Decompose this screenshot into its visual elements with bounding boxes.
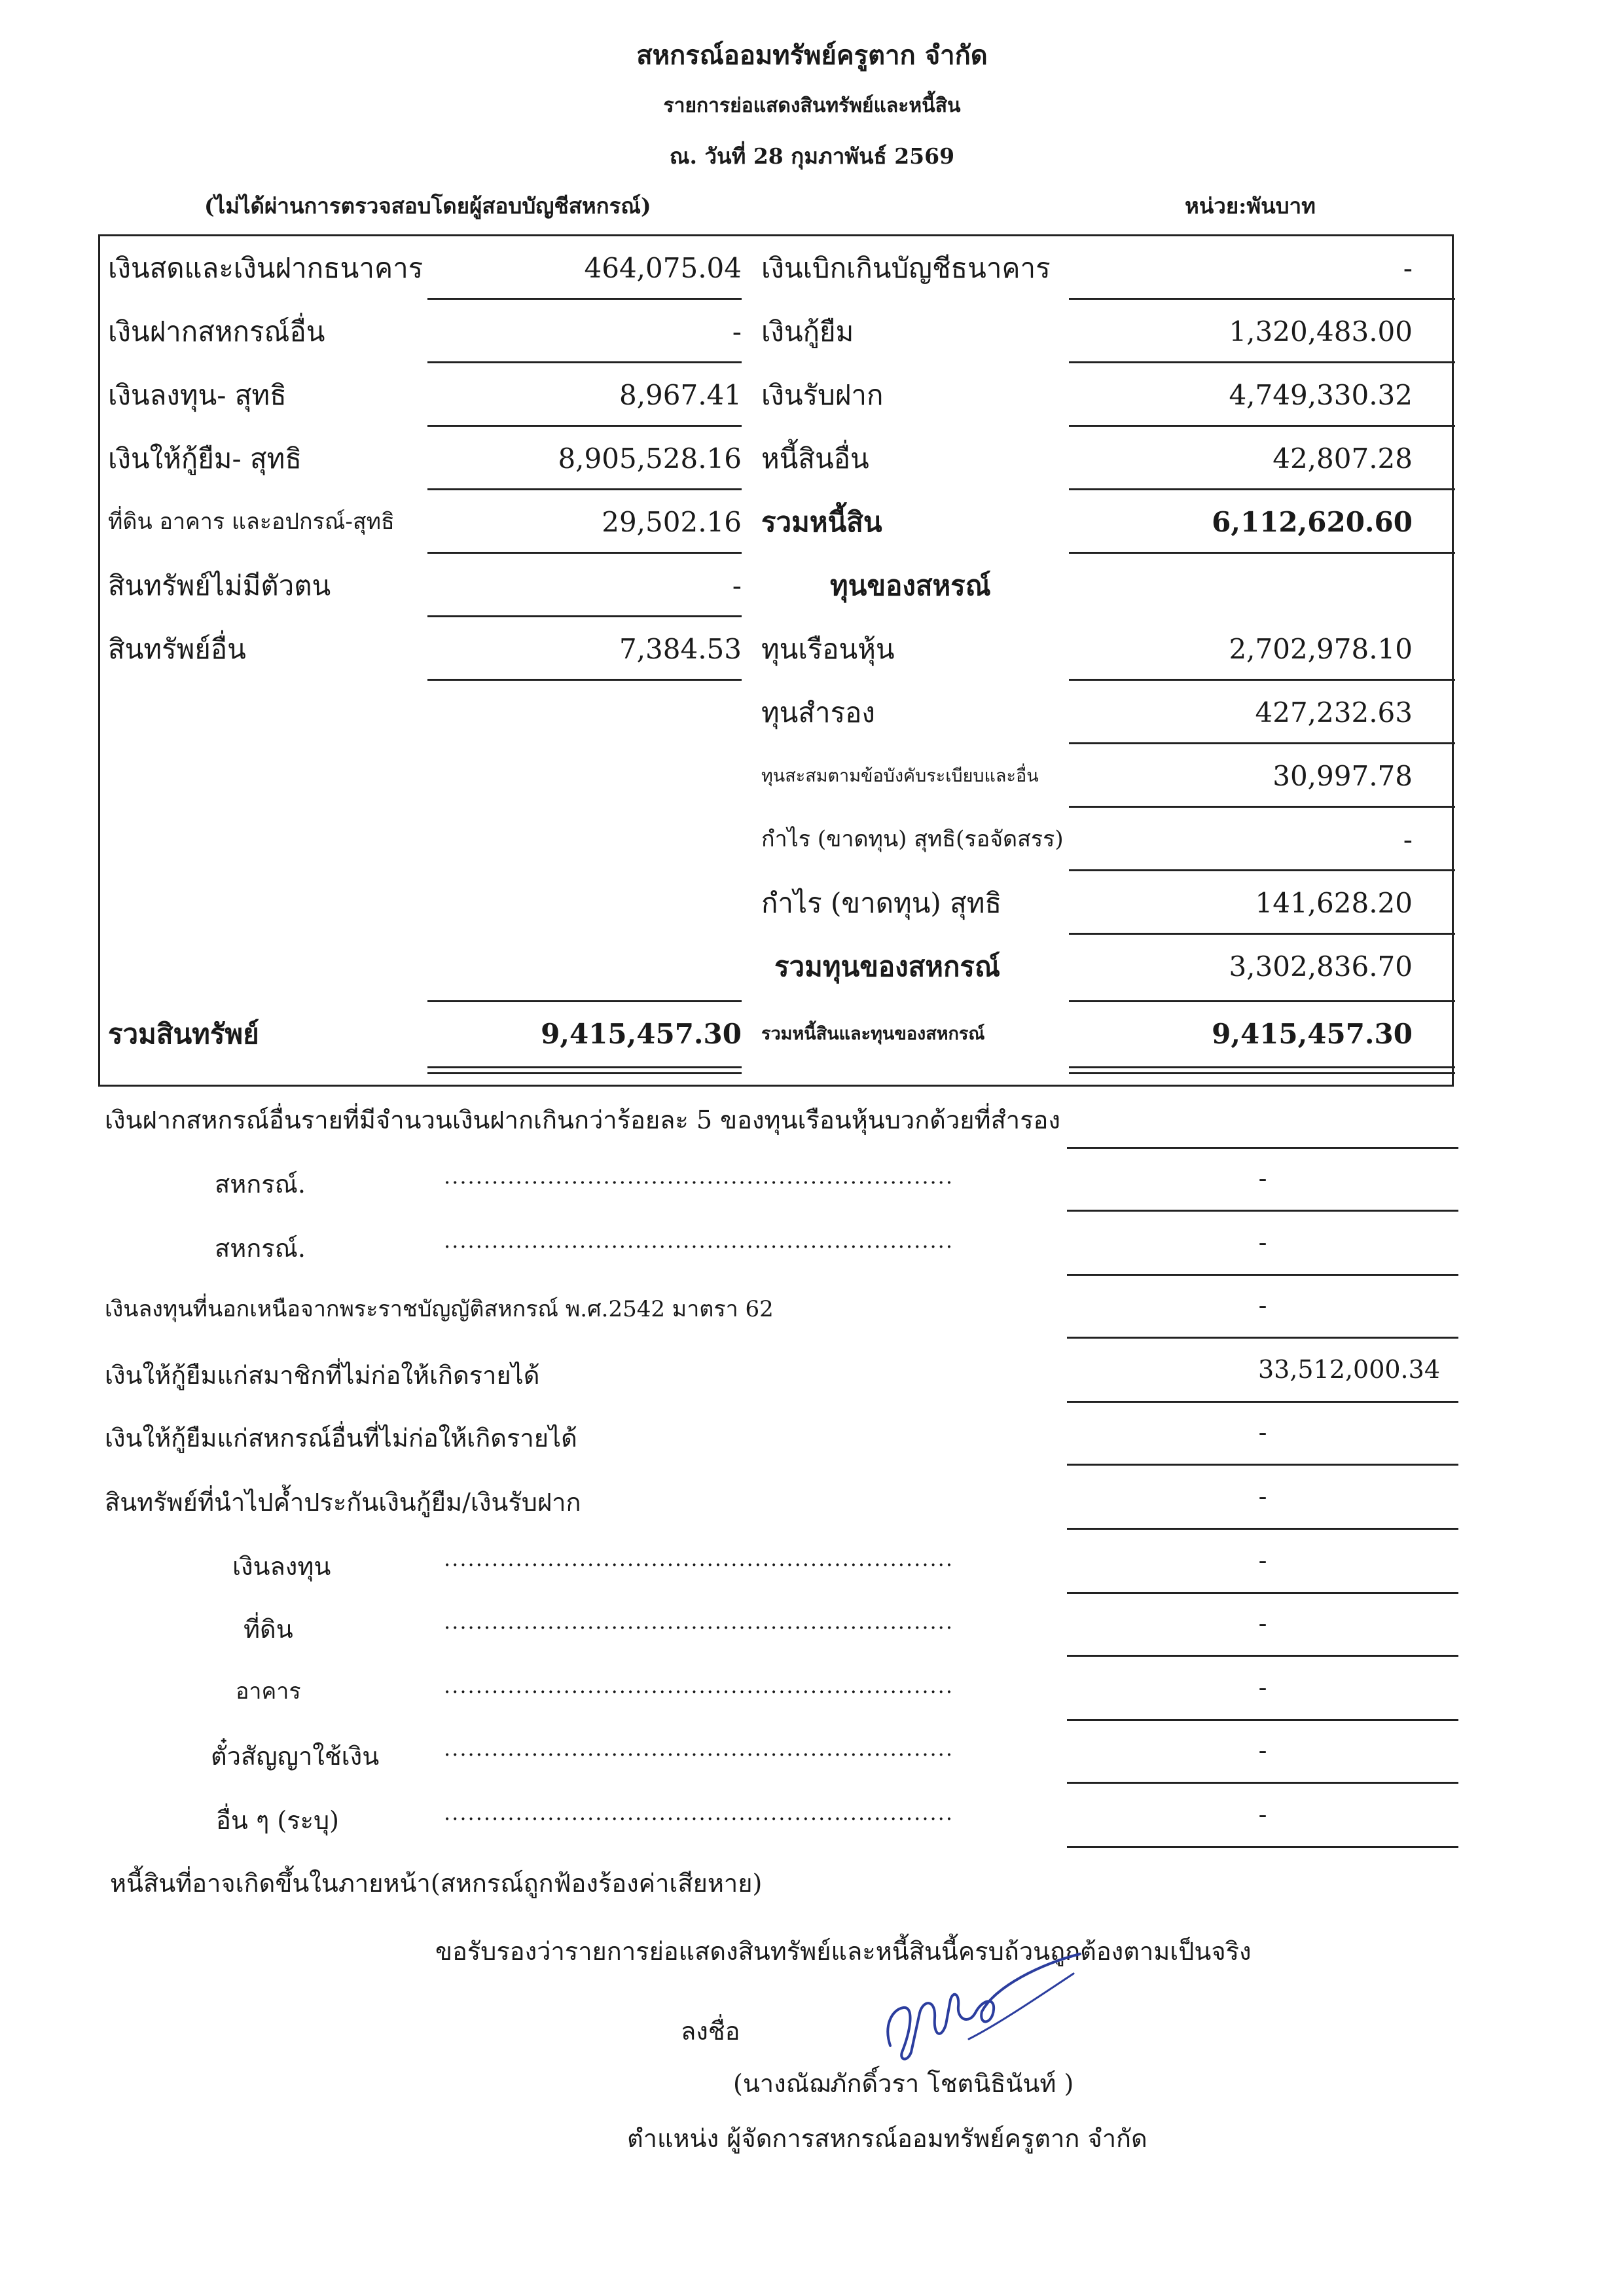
table-row <box>100 554 1452 617</box>
equity-value: 2,702,978.10 <box>1229 633 1413 665</box>
signature <box>864 1947 1087 2074</box>
equity-label: กำไร (ขาดทุน) สุทธิ(รอจัดสรร) <box>761 826 1064 852</box>
pledged-item-value: - <box>1258 1736 1267 1765</box>
assets-total-label: รวมสินทรัพย์ <box>108 1018 259 1050</box>
liability-value: 4,749,330.32 <box>1229 379 1413 411</box>
dotted-leader: ................................................................ <box>444 1546 954 1571</box>
equity-header: ทุนของสหรณ์ <box>830 569 991 602</box>
pledged-item-value: - <box>1258 1800 1267 1829</box>
table-row <box>100 871 1452 935</box>
dotted-leader: ................................................................ <box>444 1228 954 1253</box>
pledged-item-value: - <box>1258 1546 1267 1575</box>
asset-label: สินทรัพย์ไม่มีตัวตน <box>108 569 331 602</box>
equity-label: ทุนสะสมตามข้อบังคับระเบียบและอื่น <box>761 766 1039 786</box>
coop-line-label: สหกรณ์. <box>215 1234 306 1263</box>
dotted-leader: ................................................................ <box>444 1736 954 1761</box>
note-deposit-other-coop: เงินฝากสหกรณ์อื่นรายที่มีจำนวนเงินฝากเกินกว่าร้อยละ 5 ของทุนเรือนหุ้นบวกด้วยที่สำรอง <box>105 1106 1060 1134</box>
table-row <box>100 236 1452 300</box>
divider <box>1067 1464 1458 1466</box>
pledged-item-label: ที่ดิน <box>244 1615 293 1644</box>
pledged-item-value: - <box>1258 1673 1267 1702</box>
liability-label: เงินรับฝาก <box>761 379 884 411</box>
table-row <box>100 300 1452 363</box>
asset-value: - <box>732 569 742 602</box>
asset-value: 8,905,528.16 <box>558 443 742 475</box>
coop-line-value: - <box>1258 1164 1267 1193</box>
divider <box>1067 1401 1458 1403</box>
note-pledged-assets: สินทรัพย์ที่นำไปค้ำประกันเงินกู้ยืม/เงินรับฝาก <box>105 1488 581 1517</box>
balance-sheet-table <box>98 234 1454 1087</box>
grand-total-value: 9,415,457.30 <box>1212 1018 1413 1050</box>
asset-label: เงินให้กู้ยืม- สุทธิ <box>108 443 302 475</box>
table-row <box>100 427 1452 490</box>
equity-total-label: รวมทุนของสหกรณ์ <box>774 950 1000 983</box>
asset-label: สินทรัพย์อื่น <box>108 633 246 665</box>
report-title: รายการย่อแสดงสินทรัพย์และหนี้สิน <box>663 94 961 117</box>
table-row <box>100 363 1452 427</box>
table-row <box>100 681 1452 744</box>
divider <box>1067 1592 1458 1594</box>
audit-note: (ไม่ได้ผ่านการตรวจสอบโดยผู้สอบบัญชีสหกรณ์) <box>204 193 651 219</box>
asset-value: 29,502.16 <box>602 506 742 538</box>
pledged-item-label: อื่น ๆ (ระบุ) <box>216 1806 339 1835</box>
loans-coops-npl-value: - <box>1258 1418 1267 1447</box>
dotted-leader: ................................................................ <box>444 1800 954 1825</box>
unit-label: หน่วย:พันบาท <box>1185 193 1316 219</box>
loans-members-npl-value: 33,512,000.34 <box>1257 1355 1440 1384</box>
divider <box>1067 1782 1458 1784</box>
sign-label: ลงชื่อ <box>681 2017 740 2046</box>
asset-label: เงินสดและเงินฝากธนาคาร <box>108 252 424 284</box>
divider <box>1067 1337 1458 1339</box>
divider <box>1067 1655 1458 1657</box>
dotted-leader: ................................................................ <box>444 1164 954 1189</box>
table-row <box>100 490 1452 554</box>
pledged-item-value: - <box>1258 1609 1267 1638</box>
equity-value: 30,997.78 <box>1272 760 1413 792</box>
asset-value: 464,075.04 <box>584 252 742 284</box>
table-row <box>100 744 1452 808</box>
liability-label: หนี้สินอื่น <box>761 443 869 475</box>
liabilities-total-value: 6,112,620.60 <box>1212 506 1413 538</box>
equity-label: กำไร (ขาดทุน) สุทธิ <box>761 887 1002 919</box>
double-underline <box>1069 1066 1455 1074</box>
divider <box>1067 1528 1458 1530</box>
liabilities-total-label: รวมหนี้สิน <box>761 506 882 538</box>
note-loans-coops-npl: เงินให้กู้ยืมแก่สหกรณ์อื่นที่ไม่ก่อให้เกิดรายได้ <box>105 1424 577 1453</box>
equity-total-value: 3,302,836.70 <box>1229 950 1413 983</box>
grand-total-label: รวมหนี้สินและทุนของสหกรณ์ <box>761 1024 985 1044</box>
equity-value: 427,232.63 <box>1255 696 1413 729</box>
assets-total-value: 9,415,457.30 <box>541 1018 742 1050</box>
note-invest-outside: เงินลงทุนที่นอกเหนือจากพระราชบัญญัติสหกรณ์ พ.ศ.2542 มาตรา 62 <box>105 1296 774 1322</box>
asset-value: - <box>732 316 742 348</box>
asset-label: เงินลงทุน- สุทธิ <box>108 379 287 411</box>
asset-value: 7,384.53 <box>619 633 742 665</box>
organization-name: สหกรณ์ออมทรัพย์ครูตาก จำกัด <box>636 40 988 71</box>
pledged-item-label: อาคาร <box>236 1678 301 1705</box>
note-contingent-liabilities: หนี้สินที่อาจเกิดขึ้นในภายหน้า(สหกรณ์ถูกฟ้องร้องค่าเสียหาย) <box>110 1869 763 1898</box>
equity-value: 141,628.20 <box>1255 887 1413 919</box>
divider <box>1067 1719 1458 1721</box>
signatory-position: ตำแหน่ง ผู้จัดการสหกรณ์ออมทรัพย์ครูตาก จำกัด <box>627 2124 1147 2153</box>
table-row <box>100 808 1452 871</box>
table-row <box>100 935 1452 998</box>
divider <box>1067 1846 1458 1848</box>
asset-label: เงินฝากสหกรณ์อื่น <box>108 316 325 348</box>
asset-label: ที่ดิน อาคาร และอปกรณ์-สุทธิ <box>108 509 395 535</box>
coop-line-value: - <box>1258 1228 1267 1257</box>
liability-label: เงินกู้ยืม <box>761 316 854 348</box>
signatory-name: (นางณัฌภักดิ์วรา โชตนิธินันท์ ) <box>733 2069 1074 2098</box>
invest-outside-value: - <box>1258 1291 1267 1320</box>
pledged-item-label: ตั๋วสัญญาใช้เงิน <box>211 1742 380 1771</box>
liability-value: - <box>1403 252 1413 284</box>
totals-row <box>100 1002 1452 1066</box>
pledged-item-label: เงินลงทุน <box>232 1552 331 1581</box>
asset-value: 8,967.41 <box>619 379 742 411</box>
dotted-leader: ................................................................ <box>444 1609 954 1634</box>
equity-label: ทุนเรือนหุ้น <box>761 633 895 665</box>
report-date: ณ. วันที่ 28 กุมภาพันธ์ 2569 <box>669 143 955 169</box>
coop-line-label: สหกรณ์. <box>215 1170 306 1199</box>
certification-statement: ขอรับรองว่ารายการย่อแสดงสินทรัพย์และหนี้สินนี้ครบถ้วนถูกต้องตามเป็นจริง <box>435 1937 1252 1966</box>
dotted-leader: ................................................................ <box>444 1673 954 1698</box>
note-loans-members-npl: เงินให้กู้ยืมแก่สมาชิกที่ไม่ก่อให้เกิดรายได้ <box>105 1361 540 1390</box>
equity-label: ทุนสำรอง <box>761 696 875 729</box>
liability-value: 1,320,483.00 <box>1229 316 1413 348</box>
liability-value: 42,807.28 <box>1272 443 1413 475</box>
divider <box>1067 1210 1458 1212</box>
liability-label: เงินเบิกเกินบัญชีธนาคาร <box>761 252 1051 284</box>
divider <box>1067 1274 1458 1276</box>
divider <box>1067 1147 1458 1149</box>
double-underline <box>427 1066 742 1074</box>
equity-value: - <box>1403 823 1413 856</box>
pledged-assets-value: - <box>1258 1482 1267 1511</box>
table-row <box>100 617 1452 681</box>
